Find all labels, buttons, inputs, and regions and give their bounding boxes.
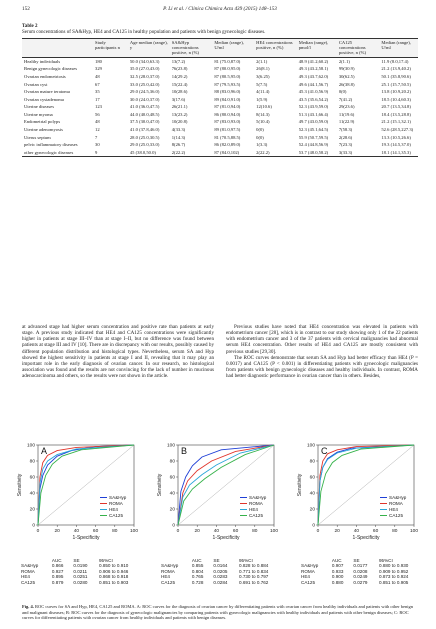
stats-cell: 0.728 [191,579,204,585]
stats-cell: HE4 [301,574,310,580]
table-cell: 81 (75.0,87.0) [214,58,241,64]
x-tick-label: 100 [129,529,139,534]
table-cell: 32.5 (28.0,37.0) [129,73,160,79]
stats-cell: SA&Hyp [21,563,39,569]
table-cell: 52.3 (43.9,59.0) [298,104,329,110]
y-tick-label: 0 [32,523,35,529]
y-tick-label: 100 [166,443,175,449]
table-cell: 87 (81.0,94.0) [214,104,241,110]
table-row [22,65,418,73]
y-tick-label: 80 [169,459,175,465]
table-cell: 3(6.25) [256,73,270,79]
stats-header: SE [353,558,360,563]
stats-header: SE [213,558,220,563]
table-cell: 17 [95,96,100,102]
legend-label: HE4 [249,507,258,512]
table-caption [22,24,418,36]
stats-cell: 0.0279 [353,579,368,585]
table-cell: 49.3 (43.7,62.0) [298,73,329,79]
x-tick-label: 100 [269,529,279,534]
legend-label: HE4 [109,507,118,512]
table-cell: 26(38.8) [338,81,355,87]
table-cell: 2(28.6) [338,134,353,140]
table-cell: 86 (80.0,94.0) [214,111,241,117]
x-tick-label: 60 [92,529,99,534]
table-cell: 5(10.4) [256,119,270,125]
table-label: Table 2 [22,24,38,29]
table-cell: 26(21.1) [171,104,188,110]
table-cell: 8(26.7) [171,142,186,148]
stats-header: AUC [191,558,202,563]
stats-header: SE [73,558,80,563]
roc-stats-a [20,558,148,585]
table-cell: 11(19.6) [338,111,355,117]
table-cell: Endometrial polyps [24,119,61,125]
x-axis-label: 1-Specificity [72,535,100,541]
stats-cell: 0.873 to 0.924 [378,574,409,580]
table-row [22,73,418,81]
y-tick-label: 40 [29,491,35,497]
stats-cell: 0.0205 [213,568,228,574]
table-cell: 12(10.6) [256,104,272,110]
roc-stats-c [300,558,428,585]
table-cell: 13(23.2) [171,111,188,117]
table-cell: 45 (38.0,50.0) [128,149,170,157]
y-axis-label: Sensitivity [297,473,303,497]
table-cell: 86 (82.0,89.0) [214,142,241,148]
table-cell: 0(0) [256,127,264,132]
table-cell: 29.0 (24.5,36.0) [129,89,160,95]
table-cell: 26(8.1) [256,66,270,72]
roc-panel-a [16,437,140,549]
stats-row [20,580,148,585]
table-cell: 18.5 (10.4,60.3) [381,96,411,102]
table-cell: 45.3 (41.0,56.9) [298,89,329,95]
table-cell: 30(62.5) [338,73,355,79]
legend-label: CA125 [249,513,264,518]
stats-cell: 0.804 [191,568,204,574]
stats-cell: 0.851 to 0.905 [378,579,409,585]
table-cell: 52.3 (45.1,64.5) [298,127,329,132]
column-header: Median (range), pmol/l [297,39,337,58]
table-cell: 123 [95,104,102,110]
stats-header: AUC [51,558,62,563]
table-cell: 12 [95,127,100,132]
stats-cell: HE4 [161,574,170,580]
journal-citation: P. Li et al. / Clinica Chimica Acta 439 (2015) 148–153 [163,6,277,12]
table-cell: 4(11.4) [256,89,270,95]
table-cell: 48 [95,119,100,125]
x-tick-label: 80 [252,529,258,534]
table-cell: 87 (80.0,95.0) [214,66,241,72]
stats-cell: 0.850 to 0.910 [98,563,129,569]
legend-label: SA&Hyp [109,495,127,500]
stats-cell: 0.906 to 0.946 [98,568,129,574]
roc-chart-c [296,437,420,549]
column-header: HE4 concentrations positive, n (%) [254,39,297,58]
table-cell: 7 [95,134,98,140]
table-cell: Ovarian endometriosis [24,73,66,79]
roc-stats-b [160,558,288,585]
stats-cell: 0.0164 [213,563,228,569]
stats-cell: 0.691 to 0.762 [238,579,269,585]
table-cell: 21.2 (15.1,32.1) [381,119,411,125]
table-cell: 87 (84.0,102) [212,149,254,157]
y-tick-label: 0 [172,523,175,529]
y-tick-label: 60 [169,475,175,481]
legend-label: SA&Hyp [249,495,267,500]
body-text-right [226,324,418,379]
y-tick-label: 20 [309,507,315,513]
table-cell: 55.9 (50.7,59.5) [298,134,329,140]
y-tick-label: 100 [306,443,315,449]
table-cell: 7(23.3) [338,142,353,148]
stats-header: 95%CI [98,558,113,563]
stats-cell: 0.0249 [353,574,368,580]
table-cell: Healthy individuals [24,58,61,64]
stats-header: AUC [331,558,342,563]
table-cell: 99(30.9) [338,66,355,72]
stats-cell: 0.933 [331,568,344,574]
panel-letter: B [181,446,188,456]
y-tick-label: 20 [29,507,35,513]
x-axis-label: 1-Specificity [212,535,240,541]
table-cell: 35 [95,89,100,95]
stats-cell: 0.0208 [353,568,368,574]
table-cell: 18.4 (13.5,28.8) [381,111,411,117]
table-cell: 3(33.3) [337,149,380,157]
table-row [22,96,418,104]
paragraph: at advanced stage had higher serum concentration and positive rate than patients at early stage. A previous study indicated that HE4 and CA125 concentrations were significantly higher in patients at stage III–IV than at stage I–II, but no difference was found between patients at stage III and IV [10]. There are in discrepancy with our results, possibly caused by different population distribution and histological types. Nevertheless, serum SA and Hyp showed the highest sensitivity in patients at stage I and II, revealing that it may play an important role in the early diagnosis of ovarian cancer. In our research, no histological association was found and the results are not convincing for the lack of number in mucinous adenocarcinoma and others, so the results were not shown in the article. [22,324,214,380]
panel-letter: A [41,446,48,456]
roc-stats-table [300,558,428,585]
stats-cell: 0.0280 [73,579,88,585]
table-cell: 35.0 (27.0,43.0) [129,66,160,72]
table-cell: 4(33.3) [171,127,186,132]
stats-cell: 0.880 [331,579,344,585]
stats-cell: 0.866 [51,563,64,569]
table-cell: 329 [95,66,102,72]
stats-cell: HE4 [21,574,30,580]
y-tick-label: 60 [29,475,35,481]
table-row [22,88,418,96]
stats-cell: 0.0211 [73,568,88,574]
table-cell: 0(0) [256,134,264,140]
y-axis-label: Sensitivity [17,473,23,497]
table-cell: 10(20.8) [171,119,188,125]
x-tick-label: 80 [112,529,118,534]
page-number: 152 [22,6,30,12]
paragraph: Previous studies have noted that HE4 concentration was elevated in patients with endometrium cancer [28], which is in contrast to our study showing only 1 of the 22 patients with endometrium cancer and 3 of the 37 patients with cervical malignancies had abnormal serum HE4 concentration. Other results of HE4 and CA125 are mostly consistent with previous studies [29,30]. [226,324,418,355]
table-cell: 53.7 (48.0,58.2) [297,149,337,157]
stats-cell: 0.730 to 0.797 [238,574,269,580]
table-cell: 30 [95,142,100,148]
table-cell: 50.0 (34.0,63.3) [129,58,160,64]
y-tick-label: 40 [169,491,175,497]
x-tick-label: 40 [73,529,80,534]
table-cell: Ovarian mature teratoma [24,89,70,95]
stats-cell: 0.0284 [213,579,228,585]
table-cell: 14(29.2) [171,73,188,79]
stats-cell: 0.895 [51,574,64,580]
table-cell: 88 (83.0,96.0) [214,89,241,95]
y-tick-label: 40 [309,491,315,497]
stats-header: 95%CI [238,558,253,563]
table-cell: 51.3 (43.1,66.4) [298,111,329,117]
legend-label: CA125 [389,513,404,518]
table-cell: 20.7 (13.5,34.8) [381,104,411,110]
table-cell: 87 (79.5,93.5) [214,81,241,87]
table-row [22,118,418,126]
x-tick-label: 20 [334,529,340,534]
table-cell: 1(3.3) [256,142,268,148]
table-cell: 13.8 (10.9,20.2) [381,89,411,95]
table-cell: 10(28.6) [171,89,188,95]
table-row [22,103,418,111]
y-tick-label: 0 [312,523,315,529]
table-cell: pelvic inflammatory diseases [24,142,78,148]
x-tick-label: 100 [409,529,419,534]
stats-cell: 0.900 [331,574,344,580]
stats-cell: SA&Hyp [301,563,319,569]
stats-cell: CA125 [301,579,316,585]
figure-caption-text: ROC curves for SA and Hyp, HE4, CA125 and ROMA. A: ROC curves for the diagnosis of ovarian cancer by differentiating patients with ovarian cancer from healthy individuals and patients with other benign and malignant diseases; B: ROC curves for the diagnosis of gynecologic malignancies by comparing patients with gynecologic malignancies with healthy individuals and patients with other benign diseases; C: ROC curves for differentiating patients with ovarian cancer from healthy individuals and patients with benign diseases. [22,604,413,621]
table-row [22,141,418,149]
stats-cell: 0.927 [51,568,64,574]
table-cell: 33.0 (25.0,42.0) [129,81,160,87]
x-tick-label: 60 [372,529,379,534]
paragraph: The ROC curves demonstrate that serum SA and Hyp had better efficacy than HE4 (P = 0.0017) and CA125 (P < 0.001) in differentiating patients with gynecologic malignancies from patients with benign gynecologic diseases and healthy individuals. In contrast, ROMA had better diagnostic performance in ovarian cancer than in others. Besides, [226,354,418,380]
table-cell: 52.6 (28.5,227.3) [381,127,414,132]
figure-label: Fig. 4. [22,604,34,609]
stats-cell: 0.0177 [353,563,368,569]
legend-label: SA&Hyp [389,495,407,500]
table-cell: 15(22.4) [171,81,188,87]
roc-panel-b [156,437,280,549]
stats-cell: 0.909 to 0.952 [378,568,409,574]
stats-cell: ROMA [21,568,35,574]
table-cell: 25.1 (15.7,50.5) [381,81,411,87]
table-cell: 56 [95,111,100,117]
table-cell: 7(58.3) [338,127,353,132]
roc-stats-table [160,558,288,585]
x-tick-label: 20 [54,529,60,534]
table-cell: Uterine myoma [24,111,53,117]
table-cell: Uterine adenomyosis [24,127,63,132]
x-axis-label: 1-Specificity [352,535,380,541]
table-row [22,57,418,65]
column-header: Study participants n [93,39,128,58]
legend-label: ROMA [389,501,403,506]
table-cell: 1(5.9) [256,96,268,102]
column-header: CA125 concentrations positive, n (%) [337,39,380,58]
stats-row [300,580,428,585]
table-row [22,126,418,134]
table-cell: 13.3 (10.5,26.6) [381,134,411,140]
y-axis-label: Sensitivity [157,473,163,497]
table-cell: 3(17.6) [171,96,186,102]
column-header: Median (range), U/ml [212,39,254,58]
stats-row [160,580,288,585]
stats-cell: ROMA [161,568,175,574]
table-cell: 28.0 (25.0,30.5) [129,134,160,140]
table-cell: 41.0 (37.8,46.0) [129,127,160,132]
table-cell: 89 (81.0,97.5) [214,127,241,132]
table-cell: 29.0 (25.0,33.0) [129,142,160,148]
x-tick-label: 80 [392,529,398,534]
x-tick-label: 0 [176,529,180,534]
roc-chart-b [156,437,280,549]
stats-cell: CA125 [161,579,176,585]
table-cell: 9 [93,149,128,157]
stats-cell: 0.855 [191,563,204,569]
body-text-left [22,324,214,379]
table-cell: 13(7.2) [171,58,186,64]
table-cell: 2(22.2) [170,149,213,157]
legend-label: ROMA [109,501,123,506]
table-cell: 87 (80.5,95.0) [214,73,241,79]
roc-stats-table [20,558,148,585]
stats-cell: 0.907 [331,563,344,569]
x-tick-label: 60 [232,529,239,534]
stats-cell: 0.851 to 0.903 [98,579,129,585]
table-cell: 180 [95,58,102,64]
legend-label: ROMA [249,501,263,506]
table-cell: Benign gynecologic diseases [24,66,78,72]
table-cell: 49.7 (43.0,59.0) [298,119,329,125]
y-tick-label: 60 [309,475,315,481]
table-cell: Ovarian cyst [24,81,48,87]
stats-cell: 0.879 [51,579,64,585]
column-header: Median (range), U/ml [379,39,418,58]
stats-header: 95%CI [378,558,393,563]
column-header: SA&Hyp concentrations positive, n (%) [170,39,213,58]
table-cell: 37.5 (30.0,47.0) [129,119,160,125]
table-row [22,149,418,157]
column-header [22,39,93,58]
y-tick-label: 80 [29,459,35,465]
data-table [22,38,418,157]
table-cell: 21.2 (13.9,40.2) [381,66,411,72]
x-tick-label: 40 [213,529,220,534]
stats-cell: 0.0251 [73,574,88,580]
page-header [22,6,418,16]
roc-chart-a [16,437,140,549]
panel-letter: C [321,446,328,456]
stats-cell: 0.880 to 0.930 [378,563,409,569]
table-cell: 50.1 (35.8,90.6) [381,73,411,79]
table-cell: 8(14.3) [256,111,270,117]
legend-label: HE4 [389,507,398,512]
stats-cell: ROMA [301,568,315,574]
y-tick-label: 80 [309,459,315,465]
table-cell: 76(23.8) [171,66,188,72]
y-tick-label: 100 [26,443,35,449]
table-cell: Ovarian cystadenoma [24,96,64,102]
stats-cell: 0.765 [191,574,204,580]
table-cell: 52.4 (44.8,56.9) [298,142,329,148]
table-cell: 44.0 (40.0,48.5) [129,111,160,117]
table-cell: 49.6 (44.1,56.7) [298,81,329,87]
x-tick-label: 0 [36,529,40,534]
table-cell: 2(22.2) [254,149,297,157]
table-cell: 1(14.3) [171,134,186,140]
table-cell: 11(22.9) [338,119,355,125]
x-tick-label: 20 [194,529,200,534]
table-cell: 11.9 (8.0,17.4) [381,58,409,64]
stats-cell: 0.828 to 0.884 [238,563,269,569]
table-row [22,111,418,119]
table-cell: 2(1.1) [256,58,268,64]
table-cell: 89 (84.0,91.0) [214,96,241,102]
table-cell: 87 (83.0,93.0) [214,119,241,125]
stats-cell: CA125 [21,579,36,585]
table-row [22,80,418,88]
roc-panel-c [296,437,420,549]
table-cell: 81 (70.5,88.5) [214,134,241,140]
stats-cell: 0.868 to 0.918 [98,574,129,580]
table-cell: 0(0) [338,89,347,95]
table-cell: 67 [95,81,100,87]
x-tick-label: 0 [316,529,320,534]
table-cell: 43.5 (35.6,54.2) [298,96,329,102]
y-tick-label: 20 [169,507,175,513]
table-cell: 5(7.5) [256,81,268,87]
x-tick-label: 40 [353,529,360,534]
table-cell: 41.0 (36.0,47.5) [129,104,160,110]
table-cell: 48.9 (41.2,60.2) [298,58,329,64]
table-cell: 29(23.6) [338,104,355,110]
table-cell: 19.3 (14.5,37.0) [381,142,411,148]
table-cell: 2(1.1) [338,58,350,64]
table-cell: Uterus septum [24,134,51,140]
table-cell: 48 [95,73,100,79]
table-cell: 18.1 (14.1,35.3) [379,149,418,157]
stats-cell: 0.0283 [213,574,228,580]
table-cell: 7(41.2) [338,96,353,102]
table-cell: 49.3 (43.2,58.1) [298,66,329,72]
table-header-row [22,39,418,58]
legend-label: CA125 [109,513,124,518]
stats-cell: SA&Hyp [161,563,179,569]
table-cell: Uterine diseases [24,104,54,110]
figure-caption [22,604,418,621]
table-row [22,133,418,141]
table-cell: other gynecologic diseases [22,149,93,157]
stats-cell: 0.771 to 0.834 [238,568,269,574]
stats-cell: 0.0190 [73,563,88,569]
column-header: Age median (range), y [128,39,170,58]
table-title: Serum concentrations of SA&Hyp, HE4 and CA125 in healthy population and patients with benign gynecologic diseases. [22,30,266,35]
table-cell: 30.0 (24.0,37.0) [129,96,160,102]
